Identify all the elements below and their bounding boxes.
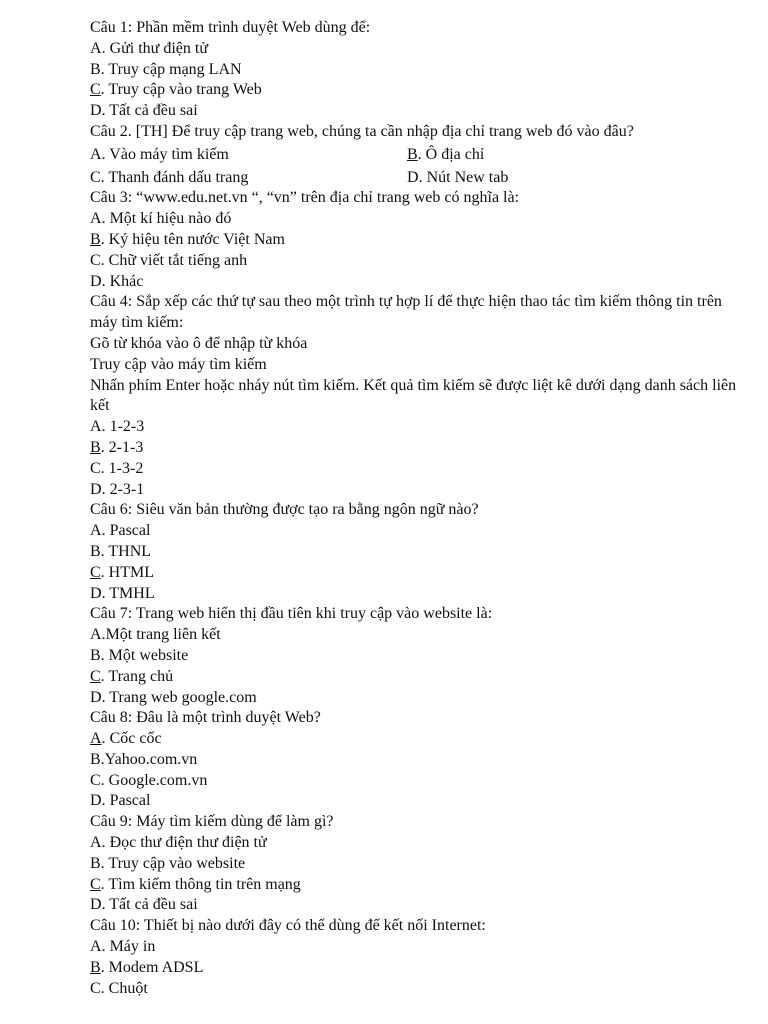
option-b-answer: B. 2-1-3 [90, 438, 144, 456]
option-text: 2-1-3 [108, 438, 144, 456]
option-text: Trang web google.com [109, 688, 257, 706]
option-text: Nút New tab [426, 168, 509, 186]
option-b: B.Yahoo.com.vn [90, 750, 198, 768]
option-c: C. 1-3-2 [90, 459, 144, 477]
option-d: D. Pascal [90, 792, 151, 810]
option-letter: C [90, 979, 101, 997]
option-a: A. Đọc thư điện thư điện tử [90, 834, 267, 852]
option-letter: A [90, 145, 102, 163]
option-text: Chữ viết tắt tiếng anh [108, 251, 248, 269]
option-letter: D [90, 896, 102, 914]
option-letter: A [90, 522, 102, 540]
option-text: Khác [109, 272, 144, 290]
option-letter: A [90, 834, 102, 852]
question-8 [90, 708, 738, 812]
option-text: Một kí hiệu nào đó [109, 210, 232, 228]
question-title: Câu 1: Phần mềm trình duyệt Web dùng để: [90, 19, 371, 36]
option-c: C. Chữ viết tắt tiếng anh [90, 251, 248, 269]
option-text: Ô địa chỉ [425, 145, 485, 163]
options-row-2 [90, 168, 738, 189]
option-text: Chuột [108, 979, 148, 997]
option-letter-underlined: B [407, 145, 418, 163]
option-letter-underlined: B [90, 958, 101, 976]
option-letter: D [90, 792, 102, 810]
question-6 [90, 500, 738, 604]
option-letter-underlined: C [90, 875, 101, 893]
option-letter: D [90, 584, 102, 602]
option-letter: C [90, 168, 101, 186]
option-text: Một website [108, 646, 189, 664]
option-a: A. 1-2-3 [90, 418, 145, 436]
option-text: Tất cả đều sai [109, 896, 198, 914]
option-letter: A [90, 39, 102, 57]
option-text: 1-2-3 [109, 418, 145, 436]
option-text: HTML [108, 563, 154, 581]
option-d: D. Trang web google.com [90, 688, 257, 706]
question-7 [90, 604, 738, 708]
option-text: Cốc cốc [109, 730, 162, 748]
option-letter: C [90, 771, 101, 789]
option-letter: A [90, 418, 102, 436]
option-text: Pascal [109, 522, 151, 540]
option-letter: B [90, 854, 101, 872]
option-a: A.Một trang liên kết [90, 626, 221, 644]
option-c: C. Chuột [90, 979, 148, 997]
option-c-answer: C. Trang chủ [90, 667, 174, 685]
option-text: Một trang liên kết [105, 626, 221, 644]
option-letter: B [90, 60, 101, 78]
option-b: B. Truy cập vào website [90, 854, 246, 872]
question-title: Câu 7: Trang web hiển thị đầu tiên khi truy cập vào website là: [90, 605, 493, 623]
option-text: Yahoo.com.vn [104, 750, 198, 768]
question-title: Câu 3: “www.edu.net.vn “, “vn” trên địa chỉ trang web có nghĩa là: [90, 189, 520, 207]
option-text: Modem ADSL [108, 958, 204, 976]
option-c-answer: C. Truy cập vào trang Web [90, 81, 262, 99]
option-letter: B [90, 542, 101, 560]
option-letter: D [90, 480, 102, 498]
option-d: D. TMHL [90, 584, 155, 602]
option-a-answer: A. Cốc cốc [90, 730, 162, 748]
option-text: Tìm kiếm thông tin trên mạng [108, 875, 301, 893]
option-d: D. Tất cả đều sai [90, 102, 198, 120]
option-c: C. Thanh đánh dấu trang [90, 168, 249, 186]
option-text: Pascal [109, 792, 151, 810]
question-4 [90, 292, 738, 500]
option-d: D. 2-3-1 [90, 480, 145, 498]
option-text: Đọc thư điện thư điện tử [109, 834, 267, 852]
option-letter: D [90, 102, 102, 120]
option-text: TMHL [109, 584, 155, 602]
option-text: Google.com.vn [108, 771, 208, 789]
option-letter: A [90, 210, 102, 228]
option-text: Ký hiệu tên nước Việt Nam [108, 230, 285, 248]
question-3 [90, 188, 738, 292]
option-b: B. THNL [90, 542, 152, 560]
question-title: Câu 6: Siêu văn bản thường được tạo ra bằng ngôn ngữ nào? [90, 501, 479, 519]
option-letter: D [90, 272, 102, 290]
question-title: Câu 10: Thiết bị nào dưới đây có thể dùng để kết nối Internet: [90, 917, 486, 935]
option-text: THNL [108, 542, 152, 560]
option-d: D. Nút New tab [407, 168, 509, 186]
option-a: A. Máy in [90, 938, 156, 956]
option-letter: B [90, 750, 101, 768]
option-letter: D [407, 168, 419, 186]
option-c-answer: C. Tìm kiếm thông tin trên mạng [90, 875, 301, 893]
option-letter-underlined: B [90, 438, 101, 456]
option-a: A. Vào máy tìm kiếm [90, 145, 229, 163]
option-b-answer: B. Ô địa chỉ [407, 145, 485, 163]
step-3: Nhấn phím Enter hoặc nháy nút tìm kiếm. Kết quả tìm kiếm sẽ được liệt kê dưới dạng danh sách liên kết [90, 376, 737, 415]
option-b-answer: B. Modem ADSL [90, 958, 204, 976]
option-text: Truy cập vào trang Web [108, 81, 262, 99]
option-c-answer: C. HTML [90, 563, 154, 581]
option-text: 2-3-1 [109, 480, 145, 498]
option-letter-underlined: C [90, 667, 101, 685]
option-letter: C [90, 251, 101, 269]
option-letter-underlined: C [90, 81, 101, 99]
option-letter: D [90, 688, 102, 706]
option-letter-underlined: C [90, 563, 101, 581]
option-text: Vào máy tìm kiếm [109, 145, 229, 163]
option-a: A. Gửi thư điện tử [90, 39, 209, 57]
step-1: Gõ từ khóa vào ô để nhập từ khóa [90, 334, 308, 352]
option-a: A. Một kí hiệu nào đó [90, 210, 232, 228]
question-9 [90, 812, 738, 916]
option-letter: A [90, 626, 102, 644]
question-1 [90, 18, 738, 122]
option-text: Tất cả đều sai [109, 102, 198, 120]
question-title: Câu 4: Sắp xếp các thứ tự sau theo một trình tự hợp lí để thực hiện thao tác tìm kiếm thông tin trên máy tìm kiếm: [90, 293, 722, 332]
option-letter-underlined: B [90, 230, 101, 248]
option-text: Truy cập mạng LAN [108, 60, 242, 78]
option-d: D. Khác [90, 272, 144, 290]
option-text: Truy cập vào website [108, 854, 246, 872]
question-2 [90, 122, 738, 188]
option-text: Máy in [109, 938, 156, 956]
option-letter: A [90, 938, 102, 956]
question-title: Câu 8: Đâu là một trình duyệt Web? [90, 709, 321, 727]
option-letter-underlined: A [90, 730, 102, 748]
option-d: D. Tất cả đều sai [90, 896, 198, 914]
option-a: A. Pascal [90, 522, 151, 540]
option-b-answer: B. Ký hiệu tên nước Việt Nam [90, 230, 285, 248]
question-title: Câu 9: Máy tìm kiếm dùng để làm gì? [90, 813, 334, 831]
option-b: B. Một website [90, 646, 189, 664]
option-text: Trang chủ [108, 667, 174, 685]
options-row-1 [90, 145, 738, 166]
option-text: Thanh đánh dấu trang [108, 168, 249, 186]
option-letter: C [90, 459, 101, 477]
option-text: Gửi thư điện tử [109, 39, 209, 57]
option-b: B. Truy cập mạng LAN [90, 60, 242, 78]
option-text: 1-3-2 [108, 459, 144, 477]
question-10 [90, 916, 738, 999]
step-2: Truy cập vào máy tìm kiếm [90, 355, 267, 373]
option-letter: B [90, 646, 101, 664]
question-title: Câu 2. [TH] Để truy cập trang web, chúng ta cần nhập địa chỉ trang web đó vào đâu? [90, 122, 634, 140]
option-c: C. Google.com.vn [90, 771, 208, 789]
